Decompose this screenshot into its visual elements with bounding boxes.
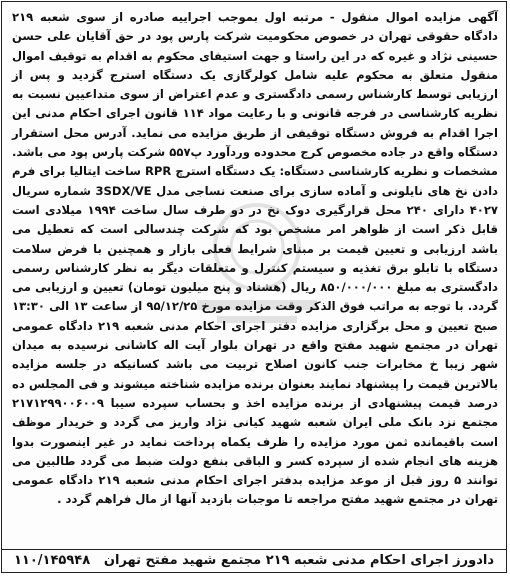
footer-signer: دادورز اجرای احکام مدنی شعبه ۲۱۹ مجتمع شهید مفتح تهران bbox=[103, 553, 494, 568]
notice-body: آگهی مزایده اموال منقول - مرتبه اول بموجب اجراییه صادره از سوی شعبه ۲۱۹ دادگاه حقوقی تهران در خصوص محکومیت شرکت پارس پود در حق آقایان علی حسن حسینی نژاد و غیره که در این راستا و جهت استیفای محکوم به اقدام به توقیف اموال منقول متعلق به محکوم علیه شامل کولرگازی یک دستگاه استرج گزدید و پس از ارزیابی توسط کارشناس رسمی دادگستری و عدم اعتراض از سوی متداعیین نسبت به نظریه کارشناسی در فرجه قانونی و با رعایت مواد ۱۱۴ قانون اجرای احکام مدنی این اجرا اقدام به فروش دستگاه توقیفی از طریق مزایده می نماید. آدرس محل استقرار دستگاه واقع در جاده مخصوص کرج محدوده وردآورد پ۵۵۷ شرکت پارس پود می باشد. مشخصات و نظریه کارشناسی دستگاه: یک دستگاه استرچ RPR ساخت ایتالیا برای فرم دادن نخ های نایلونی و آماده سازی برای صنعت نساجی مدل 3SDX/VE شماره سریال ۴۰۲۷ دارای ۲۴۰ محل قرارگیری دوک نخ در دو طرف سال ساخت ۱۹۹۴ میلادی است قابل ذکر است از ظواهر امر مشخص بود که شرکت چندسالی است که تعطیل می باشد ارزیابی و تعیین قیمت بر مبنای شرایط فعلی بازار و همچنین با فرض سلامت دستگاه با تابلو برق تغذیه و سیستم کنترل و متعلقات دیگر به نظر کارشناس رسمی دادگستری به مبلغ ۸۵۰/۰۰۰/۰۰۰ ریال (هشتاد و پنج میلیون تومان) تعیین و ارزیابی می گردد. با توجه به مراتب فوق الذکر وقت مزایده مورخ ۹۵/۱۲/۲۵ از ساعت ۱۳ الی ۱۳:۳۰ صبح تعیین و محل برگزاری مزایده دفتر اجرای احکام مدنی شعبه ۲۱۹ دادگاه عمومی تهران در مجتمع شهید مفتح واقع در تهران بلوار آیت اله کاشانی نرسیده به میدان شهر زیبا خ مخابرات جنب کانون اصلاح تربیت می باشد کسانیکه در جلسه مزایده بالاترین قیمت را پیشنهاد نمایند بعنوان برنده مزایده شناخته میشوند و فی المجلس ده درصد قیمت پیشنهادی از برنده مزایده اخذ و بحساب سپرده سیبا ۲۱۷۱۲۹۹۰۰۶۰۰۹ مجتمع نزد بانک ملی ایران شعبه شهید کیانی نژاد واریز می گردد و خریدار موظف است باقیمانده ثمن مورد مزایده را ظرف یکماه پرداخت نماید در غیر اینصورت بدوا هزینه های انجام شده از سپرده کسر و الباقی بنفع دولت ضبط می گردد طالبین می توانند ۵ روز قبل از موعد مزایده بدفتر اجرای احکام مدنی شعبه ۲۱۹ دادگاه عمومی تهران در مجتمع شهید مفتح مراجعه تا موجبات بازدید آنها از مال فراهم گردد . bbox=[12, 10, 499, 507]
notice-footer bbox=[2, 549, 506, 572]
auction-notice bbox=[1, 1, 507, 573]
footer-reference-number: ۱۱۰/۱۴۵۹۴۸ bbox=[14, 553, 91, 568]
